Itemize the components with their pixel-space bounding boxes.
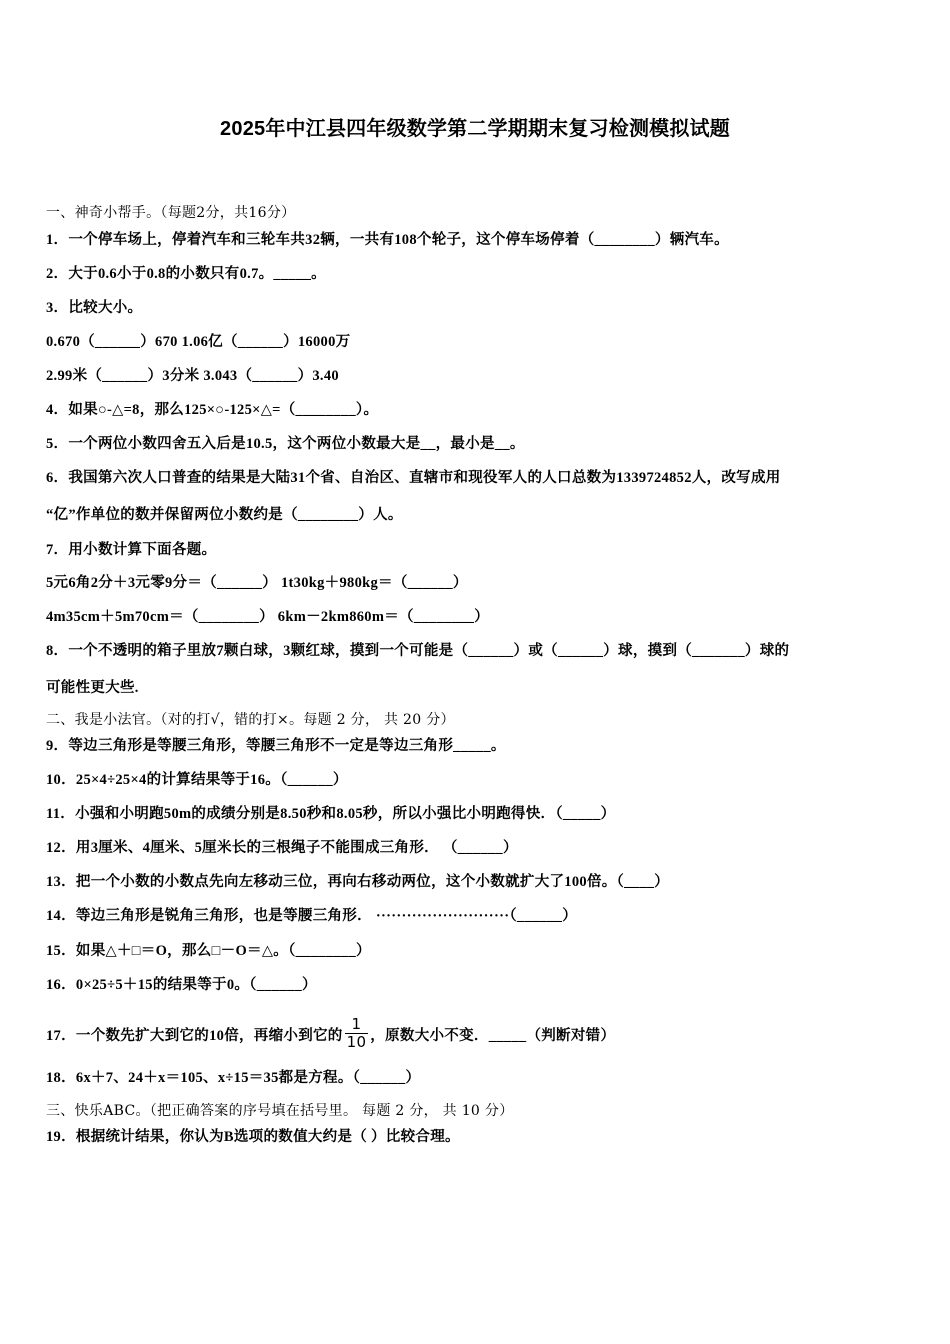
question-17-suffix: ，原数大小不变．_____（判断对错） (370, 1027, 616, 1044)
question-7-row-2: 4m35cm＋5m70cm＝（________） 6km－2km860m＝（________） (46, 609, 490, 625)
question-8-line-2: 可能性更大些. (46, 680, 139, 696)
section-heading-2: 二、我是小法官。（对的打√，错的打×。每题 2 分， 共 20 分） (46, 712, 455, 728)
question-6-line-1: 6．我国第六次人口普查的结果是大陆31个省、自治区、直辖市和现役军人的人口总数为1339724852人，改写成用 (46, 470, 781, 486)
question-4: 4．如果○-△=8，那么125×○-125×△=（________）。 (46, 402, 379, 418)
question-11: 11．小强和小明跑50m的成绩分别是8.50秒和8.05秒，所以小强比小明跑得快．（_____） (46, 806, 616, 822)
question-1: 1．一个停车场上，停着汽车和三轮车共32辆，一共有108个轮子，这个停车场停着（________）辆汽车。 (46, 232, 729, 248)
question-17-prefix: 17．一个数先扩大到它的10倍，再缩小到它的 (46, 1027, 343, 1044)
question-14: 14．等边三角形是锐角三角形，也是等腰三角形． ··························（______） (46, 908, 578, 924)
question-3-row-2: 2.99米（______）3分米 3.043（______）3.40 (46, 368, 339, 384)
fraction-numerator: 1 (345, 1016, 369, 1034)
question-12: 12．用3厘米、4厘米、5厘米长的三根绳子不能围成三角形． （______） (46, 840, 518, 856)
question-7: 7．用小数计算下面各题。 (46, 542, 217, 558)
question-8-line-1: 8．一个不透明的箱子里放7颗白球，3颗红球，摸到一个可能是（______）或（______）球，摸到（_______）球的 (46, 643, 790, 659)
fraction-denominator: 10 (346, 1033, 367, 1051)
question-3: 3．比较大小。 (46, 300, 143, 316)
question-18: 18．6x＋7、24＋x＝105、x÷15＝35都是方程。（______） (46, 1070, 421, 1086)
page-title: 2025年中江县四年级数学第二学期期末复习检测模拟试题 (220, 118, 730, 140)
fraction-one-tenth (345, 1016, 369, 1051)
question-9: 9．等边三角形是等腰三角形，等腰三角形不一定是等边三角形_____。 (46, 738, 506, 754)
question-3-row-1: 0.670（______）670 1.06亿（______）16000万 (46, 334, 351, 350)
question-16: 16．0×25÷5＋15的结果等于0。（______） (46, 977, 317, 993)
section-heading-1: 一、神奇小帮手。（每题2分，共16分） (46, 205, 296, 221)
section-heading-3: 三、快乐ABC。（把正确答案的序号填在括号里。 每题 2 分， 共 10 分） (46, 1103, 514, 1119)
question-19: 19．根据统计结果，你认为B选项的数值大约是（ ）比较合理。 (46, 1129, 460, 1145)
question-6-line-2: “亿”作单位的数并保留两位小数约是（________）人。 (46, 507, 403, 523)
question-5: 5．一个两位小数四舍五入后是10.5，这个两位小数最大是__，最小是__。 (46, 436, 525, 452)
question-2: 2．大于0.6小于0.8的小数只有0.7。_____。 (46, 266, 326, 282)
question-13: 13．把一个小数的小数点先向左移动三位，再向右移动两位，这个小数就扩大了100倍。（____） (46, 874, 670, 890)
question-15: 15．如果△＋□＝O，那么□－O＝△。（________） (46, 943, 371, 959)
question-7-row-1: 5元6角2分＋3元零9分＝（______） 1t30kg＋980kg＝（______） (46, 575, 468, 591)
question-10: 10．25×4÷25×4的计算结果等于16。（______） (46, 772, 348, 788)
question-17 (46, 1015, 616, 1054)
